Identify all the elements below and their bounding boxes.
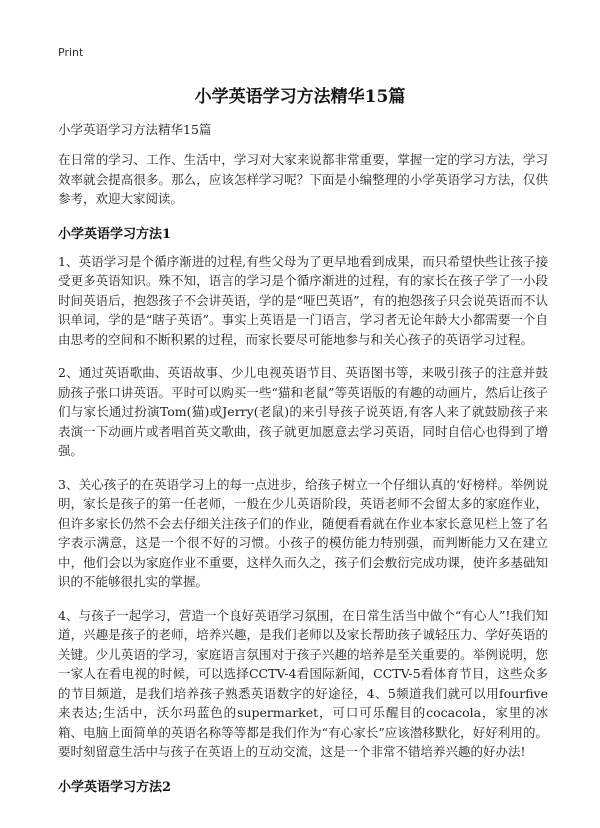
section-heading-1: 小学英语学习方法1 [58, 226, 172, 242]
section-1-paragraph-2: 2、通过英语歌曲、英语故事、少儿电视英语节目、英语图书等，来吸引孩子的注意并鼓励孩子张口讲英语。平时可以购买一些“猫和老鼠”等英语版的有趣的动画片，然后让孩子们与家长通过扮演Tom(猫)或Jerry(老鼠)的来引导孩子说英语,有客人来了就鼓励孩子来表演一下动画片或者唱首英文歌曲，孩子就更加愿意去学习英语，同时自信心也得到了增强。 [58, 365, 548, 458]
intro-paragraph: 在日常的学习、工作、生活中，学习对大家来说都非常重要，掌握一定的学习方法，学习效率就会提高很多。那么，应该怎样学习呢？下面是小编整理的小学英语学习方法，仅供参考，欢迎大家阅读。 [58, 152, 548, 206]
page-title: 小学英语学习方法精华15篇 [194, 87, 406, 107]
document-body [58, 150, 548, 805]
section-heading-2: 小学英语学习方法2 [58, 779, 172, 795]
section-1-paragraph-4: 4、与孩子一起学习，营造一个良好英语学习氛围，在日常生活当中做个“有心人”!我们知道，兴趣是孩子的老师，培养兴趣，是我们老师以及家长帮助孩子诚轻压力、学好英语的关键。少儿英语的学习，家庭语言氛围对于孩子兴趣的培养是至关重要的。举例说明，您一家人在看电视的时候，可以选择CCTV-4看国际新闻，CCTV-5看体育节目，这些众多的节目频道，是我们培养孩子熟悉英语数字的好途径，4、5频道我们就可以用fourfive 来表达;生活中，沃尔玛蓝色的supermarket，可口可乐醒目的cocacola，家里的冰箱、电脑上面简单的英语名称等等都是我们作为“有心家长”应该潜移默化，好好利用的。要时刻留意生活中与孩子在英语上的互动交流，这是一个非常不错培养兴趣的好办法! [58, 607, 548, 759]
print-link[interactable]: Print [58, 46, 84, 59]
section-1-paragraph-1: 1、英语学习是个循序渐进的过程,有些父母为了更早地看到成果，而只希望快些让孩子接受更多英语知识。殊不知，语言的学习是个循序渐进的过程，有的家长在孩子学了一小段时间英语后，抱怨孩子不会讲英语，学的是“哑巴英语”，有的抱怨孩子只会说英语而不认识单词，学的是“瞎子英语”。事实上英语是一门语言，学习者无论年龄大小都需要一个自由思考的空间和不断积累的过程，而家长要尽可能地参与和关心孩子的英语学习过程。 [58, 253, 548, 347]
document-subtitle: 小学英语学习方法精华15篇 [58, 122, 212, 137]
section-1-paragraph-3: 3、关心孩子的在英语学习上的每一点进步，给孩子树立一个仔细认真的‘好榜样。举例说明，家长是孩子的第一任老师，一般在少儿英语阶段，英语老师不会留太多的家庭作业，但许多家长仍然不会去仔细关注孩子们的作业，随便看看就在作业本家长意见栏上签了名字表示满意，这是一个很不好的习惯。小孩子的模仿能力特别强，而判断能力又在建立中，他们会以为家庭作业不重要，这样久而久之，孩子们会敷衍完成功课，使许多基础知识的不能够很扎实的掌握。 [58, 476, 548, 589]
